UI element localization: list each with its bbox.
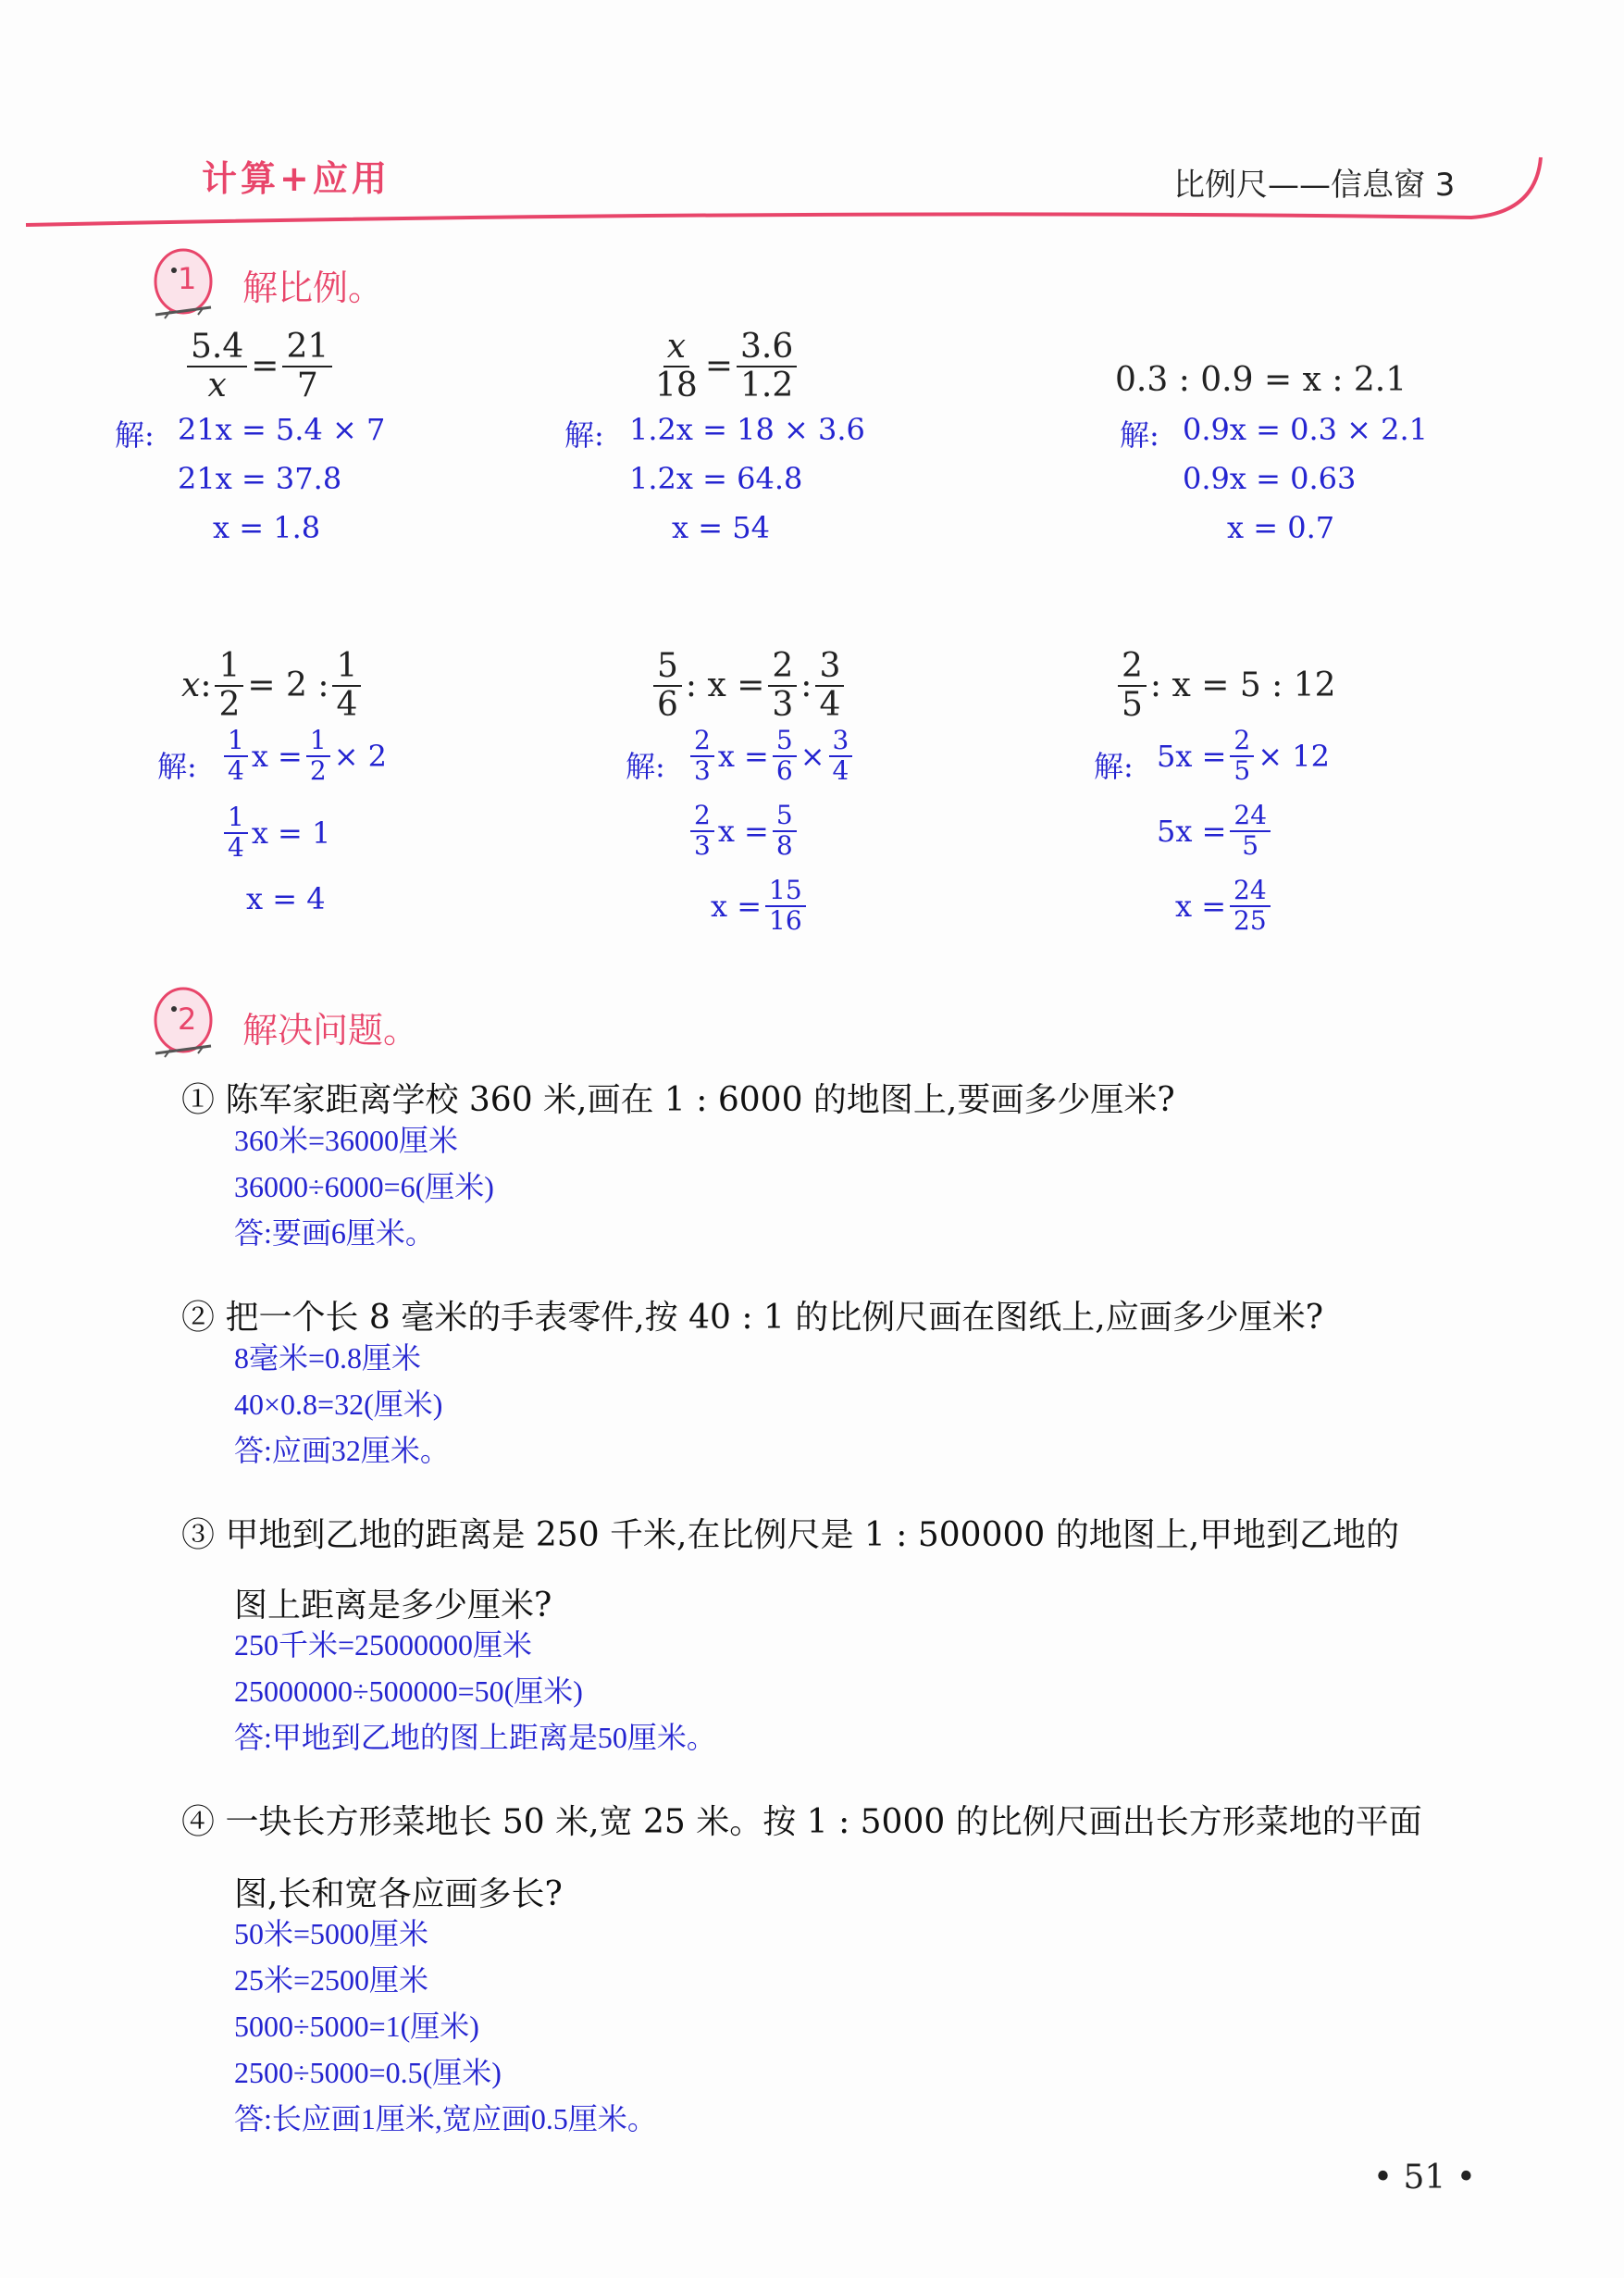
problem-5: $\frac{5}{6}$ : x = $\frac{2}{3}$ : $\frac{3}{4}$ [650,648,848,723]
page-number: • 51 • [1372,2159,1476,2197]
header-rule [0,0,1624,241]
q2-answer-line: 40×0.8=32(厘米) [234,1388,443,1421]
p5-step1: $\frac{2}{3}$ x = $\frac{5}{6}$ × $\frac{3}{4}$ [687,727,856,786]
p4-step3: x = 4 [246,881,326,916]
p1-label: 解: [115,417,155,453]
q2-answer-line: 答:应画32厘米。 [234,1434,450,1467]
q1-answer-line: 360米=36000厘米 [234,1124,459,1157]
problem-1: $\frac{5.4}{x}$ = $\frac{21}{7}$ [183,329,336,404]
p3-step2: 0.9x = 0.63 [1183,461,1357,496]
question-3-line2: 图上距离是多少厘米? [234,1587,552,1624]
q4-answer-line: 2500÷5000=0.5(厘米) [234,2056,502,2089]
p4-step2: $\frac{1}{4}$ x = 1 [220,803,330,863]
q4-answer-line: 50米=5000厘米 [234,1917,429,1950]
question-1: ① 陈军家距离学校 360 米,画在 1 : 6000 的地图上,要画多少厘米? [181,1081,1175,1119]
question-2: ② 把一个长 8 毫米的手表零件,按 40 : 1 的比例尺画在图纸上,应画多少厘米? [181,1299,1324,1337]
q2-answer-line: 8毫米=0.8厘米 [234,1341,422,1375]
question-4-line1: ④ 一块长方形菜地长 50 米,宽 25 米。按 1 : 5000 的比例尺画出长方形菜地的平面 [181,1803,1422,1841]
p1-step1: 21x = 5.4 × 7 [178,412,386,447]
q4-answer-line: 答:长应画1厘米,宽应画0.5厘米。 [234,2102,657,2135]
p1-step3: x = 1.8 [213,510,321,545]
p2-label: 解: [564,417,604,453]
problem-2: $\frac{x}{18}$ = $\frac{3.6}{1.2}$ [648,329,800,404]
p6-label: 解: [1094,749,1134,784]
q1-answer-line: 答:要画6厘米。 [234,1216,435,1250]
question-3-line1: ③ 甲地到乙地的距离是 250 千米,在比例尺是 1 : 500000 的地图上,甲地到乙地的 [181,1516,1400,1554]
header-section-label: 计算+应用 [202,158,391,199]
section2-title: 解决问题。 [242,1010,419,1051]
problem-3: 0.3 : 0.9 = x : 2.1 [1115,361,1407,399]
p6-step3: x = $\frac{24}{25}$ [1175,877,1274,936]
p6-step1: 5x = $\frac{2}{5}$ × 12 [1157,725,1330,786]
q1-answer-line: 36000÷6000=6(厘米) [234,1170,494,1203]
section1-title: 解比例。 [242,268,384,308]
problem-4: x : $\frac{1}{2}$ = 2 : $\frac{1}{4}$ [181,648,365,723]
q3-answer-line: 答:甲地到乙地的图上距离是50厘米。 [234,1721,716,1754]
p2-step2: 1.2x = 64.8 [629,461,803,496]
p5-step2: $\frac{2}{3}$ x = $\frac{5}{8}$ [687,802,800,861]
p4-label: 解: [157,749,197,784]
q3-answer-line: 250千米=25000000厘米 [234,1628,533,1662]
q4-answer-line: 25米=2500厘米 [234,1963,429,1997]
p5-step3: x = $\frac{15}{16}$ [711,877,810,936]
p5-label: 解: [626,749,665,784]
p3-step1: 0.9x = 0.3 × 2.1 [1183,412,1429,447]
q4-answer-line: 5000÷5000=1(厘米) [234,2010,479,2043]
p2-step1: 1.2x = 18 × 3.6 [629,412,865,447]
section1-number: 1 [178,261,197,296]
q3-answer-line: 25000000÷500000=50(厘米) [234,1674,583,1708]
p4-step1: $\frac{1}{4}$ x = $\frac{1}{2}$ × 2 [220,727,387,786]
question-4-line2: 图,长和宽各应画多长? [234,1875,563,1913]
header-lesson-title: 比例尺——信息窗 3 [1173,167,1456,204]
p2-step3: x = 54 [672,510,770,545]
p1-step2: 21x = 37.8 [178,461,342,496]
p6-step2: 5x = $\frac{24}{5}$ [1157,802,1274,861]
p3-label: 解: [1120,417,1159,453]
p3-step3: x = 0.7 [1227,510,1335,545]
problem-6: $\frac{2}{5}$ : x = 5 : 12 [1114,648,1336,723]
section2-number: 2 [178,1002,197,1037]
